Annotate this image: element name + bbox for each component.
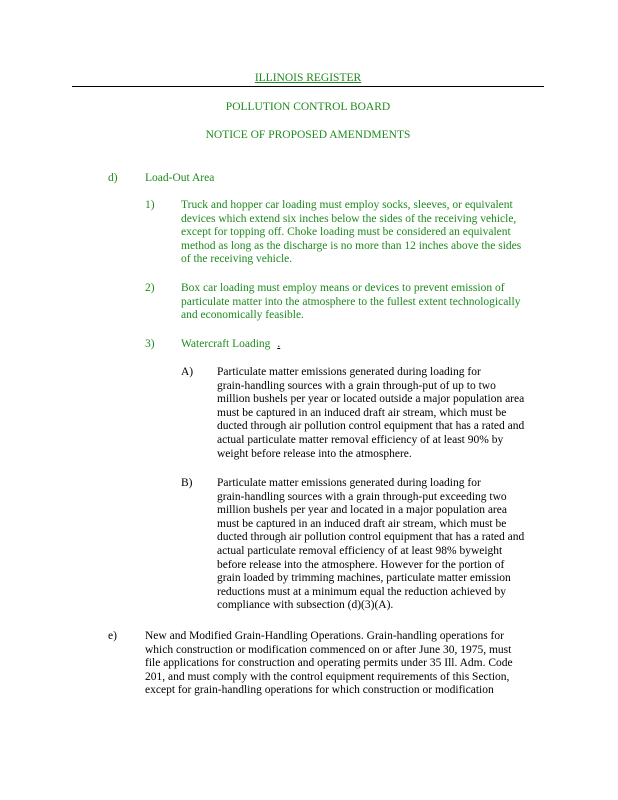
section-e-text [145, 630, 565, 698]
text-line: grain-handling sources with a grain through-put of up to two [217, 379, 496, 392]
text-line: except for grain-handling operations for which construction or modification [145, 684, 494, 697]
board-name: POLLUTION CONTROL BOARD [225, 101, 391, 113]
subitem-a-text [217, 366, 562, 461]
text-line: 201, and must comply with the control equipment requirements of this Section, [145, 670, 510, 683]
text-line: file applications for construction and operating permits under 35 Ill. Adm. Code [145, 657, 513, 670]
item-3-title: Watercraft Loading [181, 338, 271, 350]
item-2-text [181, 282, 561, 323]
register-title: ILLINOIS REGISTER [254, 72, 362, 84]
text-line: grain loaded by trimming machines, particulate matter emission [217, 572, 511, 585]
item-3-title-row [181, 338, 280, 352]
text-line: compliance with subsection (d)(3)(A). [217, 599, 394, 612]
text-line: actual particulate removal efficiency of at least 98% byweight [217, 544, 503, 557]
item-3-marker: 3) [145, 338, 155, 350]
section-d-title: Load-Out Area [145, 172, 215, 184]
text-line: actual particulate matter removal efficiency of at least 90% by [217, 433, 504, 446]
text-line: Particulate matter emissions generated during loading for [217, 477, 481, 489]
item-1-marker: 1) [145, 199, 155, 211]
text-line: devices which extend six inches below the sides of the receiving vehicle, [181, 212, 517, 225]
text-line: New and Modified Grain-Handling Operations. Grain-handling operations for [145, 630, 504, 642]
text-line: method as long as the discharge is no more than 12 inches above the sides [181, 239, 522, 252]
header-rule [72, 86, 544, 87]
item-1-text [181, 199, 561, 267]
section-d-marker: d) [108, 172, 118, 184]
text-line: and economically feasible. [181, 309, 304, 322]
text-line: weight before release into the atmosphere. [217, 447, 412, 460]
notice-title: NOTICE OF PROPOSED AMENDMENTS [205, 129, 411, 141]
text-line: grain-handling sources with a grain through-put exceeding two [217, 490, 507, 503]
item-3-title-suffix: . [277, 338, 281, 350]
text-line: reductions must at a minimum equal the reduction achieved by [217, 585, 507, 598]
text-line: million bushels per year or located outside a major population area [217, 393, 525, 406]
section-e-marker: e) [108, 630, 117, 642]
text-line: of the receiving vehicle. [181, 253, 293, 266]
text-line: Box car loading must employ means or devices to prevent emission of [181, 282, 505, 294]
text-line: ducted through air pollution control equipment that has a rated and [217, 531, 525, 544]
subitem-b-text [217, 477, 562, 613]
text-line: ducted through air pollution control equipment that has a rated and [217, 420, 525, 433]
text-line: must be captured in an induced draft air stream, which must be [217, 517, 507, 530]
item-2-marker: 2) [145, 282, 155, 294]
text-line: which construction or modification commenced on or after June 30, 1975, must [145, 643, 512, 656]
subitem-a-marker: A) [181, 366, 194, 378]
text-line: except for topping off. Choke loading must be considered an equivalent [181, 226, 511, 239]
text-line: Truck and hopper car loading must employ socks, sleeves, or equivalent [181, 199, 513, 211]
text-line: million bushels per year and located in a major population area [217, 504, 507, 517]
text-line: Particulate matter emissions generated during loading for [217, 366, 481, 378]
text-line: before release into the atmosphere. However for the portion of [217, 558, 505, 571]
text-line: particulate matter into the atmosphere to the fullest extent technologically [181, 295, 521, 308]
subitem-b-marker: B) [181, 477, 193, 489]
text-line: must be captured in an induced draft air stream, which must be [217, 406, 507, 419]
